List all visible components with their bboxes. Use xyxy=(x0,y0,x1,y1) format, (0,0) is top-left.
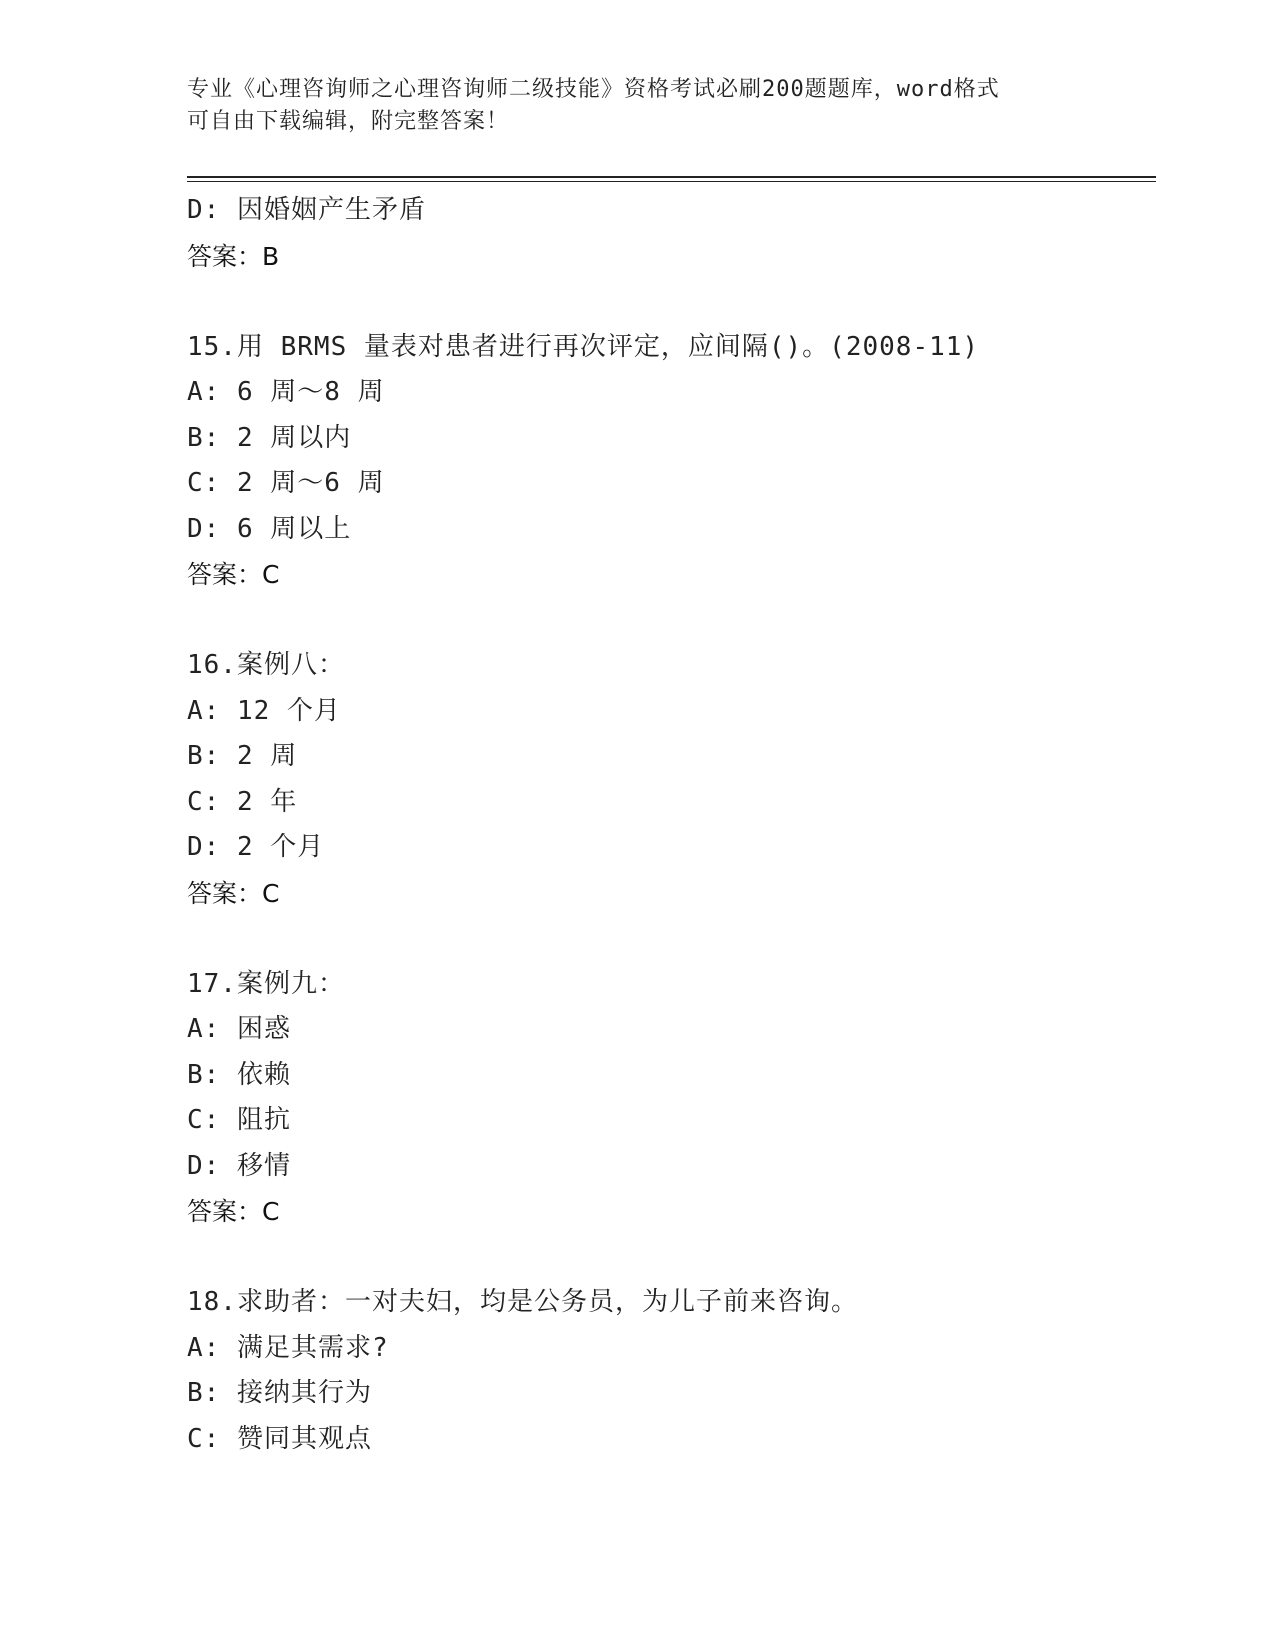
option-b: B: 2 周以内 xyxy=(187,422,352,453)
header-title-line-2: 可自由下载编辑，附完整答案！ xyxy=(187,109,510,134)
spacer xyxy=(187,916,1147,962)
question-stem: 15.用 BRMS 量表对患者进行再次评定，应间隔()。(2008-11) xyxy=(187,331,980,362)
option-c: C: 阻抗 xyxy=(187,1105,291,1135)
question-stem: 18.求助者：一对夫妇，均是公务员，为儿子前来咨询。 xyxy=(187,1287,858,1317)
answer-line: 答案：B xyxy=(187,241,280,271)
option-d: D: 6 周以上 xyxy=(187,513,352,544)
answer-line: 答案：C xyxy=(187,560,280,589)
spacer xyxy=(187,598,1147,644)
question-15 xyxy=(187,325,1147,598)
question-list xyxy=(187,188,1147,1462)
header-title-line-1: 专业《心理咨询师之心理咨询师二级技能》资格考试必刷200题题库，word格式 xyxy=(187,77,1000,102)
question-continued xyxy=(187,188,1147,279)
option-c: C: 2 年 xyxy=(187,786,298,817)
answer-line: 答案：C xyxy=(187,1197,280,1226)
header-divider-thin xyxy=(187,181,1156,182)
spacer xyxy=(187,279,1147,325)
question-stem: 17.案例九： xyxy=(187,968,345,999)
option-b: B: 依赖 xyxy=(187,1059,291,1090)
option-d: D: 移情 xyxy=(187,1150,291,1181)
question-16 xyxy=(187,643,1147,916)
answer-line: 答案：C xyxy=(187,878,280,908)
question-stem: 16.案例八： xyxy=(187,650,345,680)
option-b: B: 2 周 xyxy=(187,741,298,771)
page-header xyxy=(187,74,1087,138)
option-d: D: 2 个月 xyxy=(187,832,325,862)
option-a: A: 满足其需求? xyxy=(187,1332,389,1363)
question-17 xyxy=(187,962,1147,1235)
option-c: C: 2 周～6 周 xyxy=(187,468,385,498)
option-d: D: 因婚姻产生矛盾 xyxy=(187,195,426,225)
question-18 xyxy=(187,1280,1147,1462)
header-divider-thick xyxy=(187,176,1156,178)
option-a: A: 12 个月 xyxy=(187,695,341,726)
spacer xyxy=(187,1235,1147,1281)
option-a: A: 6 周～8 周 xyxy=(187,377,385,407)
option-b: B: 接纳其行为 xyxy=(187,1378,372,1408)
option-a: A: 困惑 xyxy=(187,1014,291,1044)
option-c: C: 赞同其观点 xyxy=(187,1423,372,1454)
